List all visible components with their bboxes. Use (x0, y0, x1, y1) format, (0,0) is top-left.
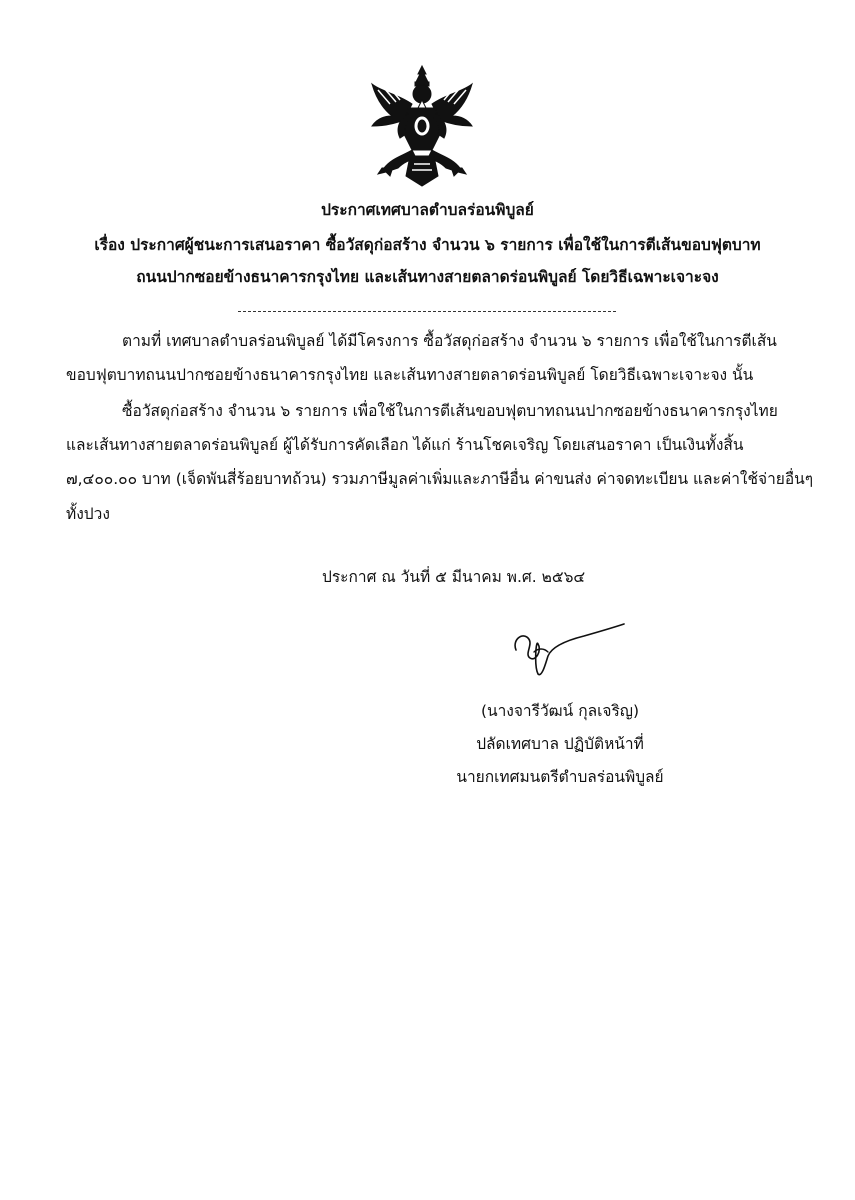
paragraph-2-line-3: ๗,๔๐๐.๐๐ บาท (เจ็ดพันสี่ร้อยบาทถ้วน) รวมภาษีมูลค่าเพิ่มและภาษีอื่น ค่าขนส่ง ค่าจดทะเบียน และค่าใช้จ่ายอื่นๆ (66, 470, 814, 488)
garuda-emblem-icon (368, 64, 476, 190)
handwritten-signature (508, 622, 628, 678)
document-title: ประกาศเทศบาลตำบลร่อนพิบูลย์ (321, 201, 534, 219)
paragraph-2-line-1: ซื้อวัสดุก่อสร้าง จำนวน ๖ รายการ เพื่อใช้ในการตีเส้นขอบฟุตบาทถนนปากซอยข้างธนาคารกรุงไทย (122, 402, 778, 420)
subject-line-2: ถนนปากซอยข้างธนาคารกรุงไทย และเส้นทางสายตลาดร่อนพิบูลย์ โดยวิธีเฉพาะเจาะจง (136, 268, 719, 286)
signatory-position-2: นายกเทศมนตรีตำบลร่อนพิบูลย์ (456, 768, 664, 786)
signatory-position-1: ปลัดเทศบาล ปฏิบัติหน้าที่ (476, 735, 644, 753)
signatory-name: (นางจารีวัฒน์ กุลเจริญ) (480, 702, 640, 720)
subject-line-1: เรื่อง ประกาศผู้ชนะการเสนอราคา ซื้อวัสดุก่อสร้าง จำนวน ๖ รายการ เพื่อใช้ในการตีเส้นขอบฟุตบาท (94, 236, 761, 254)
paragraph-2-line-2: และเส้นทางสายตลาดร่อนพิบูลย์ ผู้ได้รับการคัดเลือก ได้แก่ ร้านโชคเจริญ โดยเสนอราคา เป็นเงินทั้งสิ้น (66, 436, 744, 454)
header-divider (238, 311, 616, 312)
paragraph-1-line-2: ขอบฟุตบาทถนนปากซอยข้างธนาคารกรุงไทย และเส้นทางสายตลาดร่อนพิบูลย์ โดยวิธีเฉพาะเจาะจง นั้น (66, 366, 754, 384)
paragraph-2-line-4: ทั้งปวง (66, 505, 110, 523)
paragraph-1-line-1: ตามที่ เทศบาลตำบลร่อนพิบูลย์ ได้มีโครงการ ซื้อวัสดุก่อสร้าง จำนวน ๖ รายการ เพื่อใช้ในการตีเส้น (122, 332, 777, 350)
announcement-date: ประกาศ ณ วันที่ ๕ มีนาคม พ.ศ. ๒๕๖๔ (322, 568, 586, 586)
